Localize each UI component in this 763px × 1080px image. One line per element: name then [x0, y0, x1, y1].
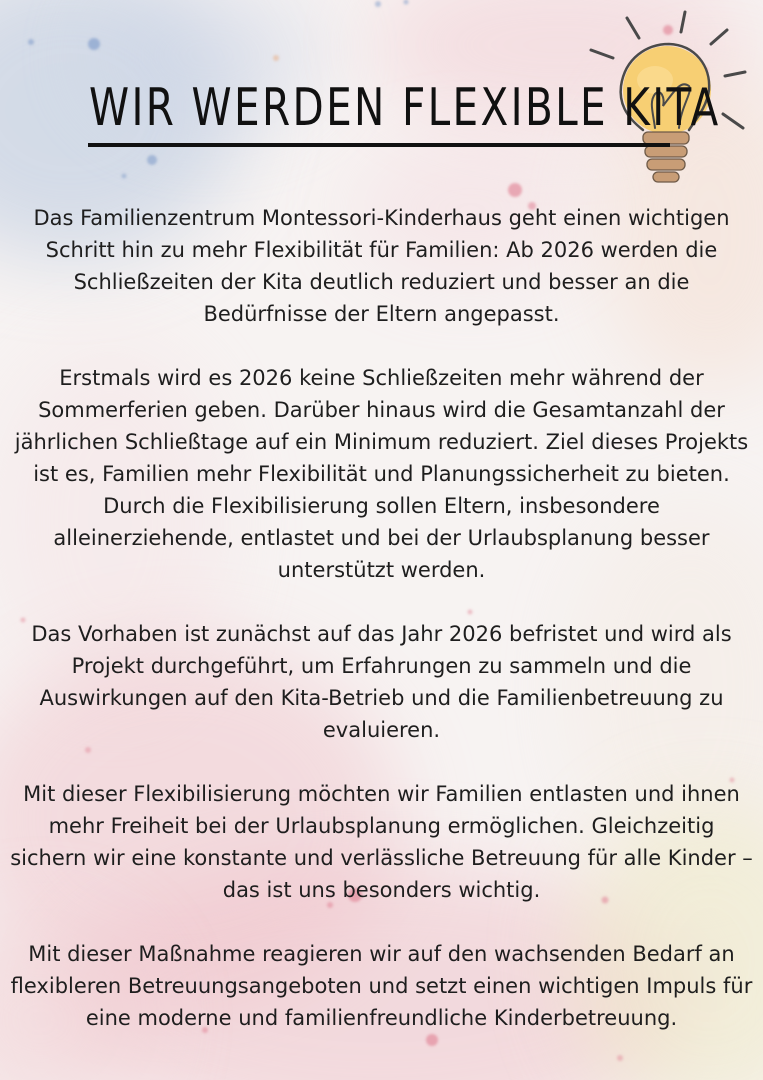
- paragraph-relief: Mit dieser Flexibilisierung möchten wir Familien entlasten und ihnen mehr Freiheit bei der Urlaubsplanung ermöglichen. Gleichzeitig sichern wir eine konstante und verlässliche Betreuung für alle Kinder – das ist uns besonders wichtig.: [10, 782, 753, 902]
- paragraph-intro: Das Familienzentrum Montessori-Kinderhaus geht einen wichtigen Schritt hin zu mehr Flexibilität für Familien: Ab 2026 werden die Schließzeiten der Kita deutlich reduziert und besser an die Bedürfnisse der Eltern angepasst.: [33, 206, 730, 326]
- title-underline: [88, 143, 670, 147]
- paragraph-conclusion: Mit dieser Maßnahme reagieren wir auf den wachsenden Bedarf an flexibleren Betreuungsangeboten und setzt einen wichtigen Impuls für eine moderne und familienfreundliche Kinderbetreuung.: [10, 942, 753, 1030]
- page-title: WIR WERDEN FLEXIBLE KITA: [89, 78, 721, 138]
- title-container: [0, 78, 763, 138]
- paragraph-summer-closures: Erstmals wird es 2026 keine Schließzeiten mehr während der Sommerferien geben. Darüber hinaus wird die Gesamtanzahl der jährlichen Schließtage auf ein Minimum reduziert. Ziel dieses Projekts ist es, Familien mehr Flexibilität und Planungssicherheit zu bieten. Durch die Flexibilisierung sollen Eltern, insbesondere alleinerziehende, entlastet und bei der Urlaubsplanung besser unterstützt werden.: [14, 366, 749, 582]
- paragraph-project-duration: Das Vorhaben ist zunächst auf das Jahr 2026 befristet und wird als Projekt durchgeführt, um Erfahrungen zu sammeln und die Auswirkungen auf den Kita-Betrieb und die Familienbetreuung zu evaluieren.: [31, 622, 732, 742]
- body-text: [10, 202, 753, 1034]
